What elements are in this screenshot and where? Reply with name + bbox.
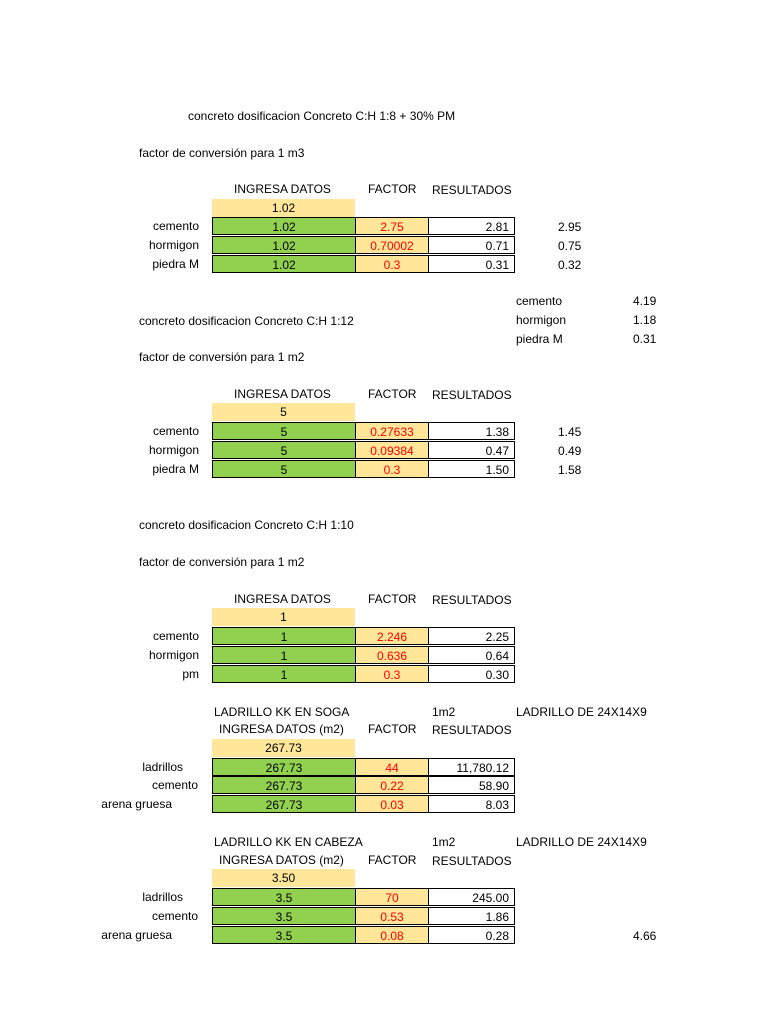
- extra-value: 0.75: [558, 239, 582, 253]
- input-cell[interactable]: 3.5: [212, 888, 356, 906]
- sec4-header-ingresa: INGRESA DATOS (m2): [219, 722, 344, 736]
- sec5-brick-size: LADRILLO DE 24X14X9: [516, 835, 647, 849]
- result-cell: 0.71: [428, 236, 515, 254]
- row-label: piedra M: [152, 462, 199, 476]
- result-cell: 245.00: [428, 888, 515, 906]
- result-cell: 0.47: [428, 441, 515, 459]
- factor-cell[interactable]: 70: [355, 888, 429, 906]
- row-label: cemento: [151, 778, 198, 792]
- sec1-header-resultados: RESULTADOS: [432, 183, 512, 197]
- row-label: cemento: [152, 219, 199, 233]
- row-label: hormigon: [148, 238, 199, 252]
- sec3-header-ingresa: INGRESA DATOS: [234, 592, 331, 606]
- sec1-header-factor: FACTOR: [368, 182, 417, 196]
- extra-value: 2.95: [558, 220, 582, 234]
- row-label: hormigon: [148, 443, 199, 457]
- row-label: ladrillos: [142, 760, 183, 774]
- result-cell: 1.50: [428, 460, 515, 478]
- summary-value-piedra: 0.31: [633, 332, 657, 346]
- factor-cell[interactable]: 0.53: [355, 907, 429, 925]
- sec1-header-ingresa: INGRESA DATOS: [234, 182, 331, 196]
- row-label: piedra M: [152, 257, 199, 271]
- input-cell[interactable]: 1: [212, 665, 356, 683]
- result-cell: 8.03: [428, 795, 515, 813]
- input-cell[interactable]: 5: [212, 441, 356, 459]
- input-cell[interactable]: 1: [212, 646, 356, 664]
- factor-cell[interactable]: 0.22: [355, 776, 429, 794]
- sec5-title: LADRILLO KK EN CABEZA: [214, 835, 363, 849]
- sec1-factor-line: factor de conversión para 1 m3: [139, 146, 305, 160]
- row-label: cemento: [151, 909, 198, 923]
- result-cell: 2.25: [428, 627, 515, 645]
- row-label: cemento: [152, 424, 199, 438]
- input-cell[interactable]: 267.73: [212, 758, 356, 776]
- result-cell: 58.90: [428, 776, 515, 794]
- result-cell: 2.81: [428, 217, 515, 235]
- input-cell[interactable]: 1.02: [212, 255, 356, 273]
- side-total-value: 4.66: [633, 929, 657, 943]
- sec4-brick-size: LADRILLO DE 24X14X9: [516, 705, 647, 719]
- row-label: cemento: [152, 629, 199, 643]
- input-cell[interactable]: 267.73: [212, 795, 356, 813]
- input-cell[interactable]: 5: [212, 422, 356, 440]
- sec3-header-factor: FACTOR: [368, 592, 417, 606]
- summary-label-hormigon: hormigon: [516, 313, 567, 327]
- sec2-header-factor: FACTOR: [368, 387, 417, 401]
- sec5-header-ingresa: INGRESA DATOS (m2): [219, 853, 344, 867]
- result-cell: 0.31: [428, 255, 515, 273]
- extra-value: 1.58: [558, 463, 582, 477]
- sec4-title: LADRILLO KK EN SOGA: [214, 705, 350, 719]
- sec4-header-resultados: RESULTADOS: [432, 723, 512, 737]
- factor-cell[interactable]: 0.636: [355, 646, 429, 664]
- sec4-unit: 1m2: [432, 705, 456, 719]
- sec3-top-input[interactable]: 1: [212, 608, 355, 626]
- row-label: arena gruesa: [101, 797, 172, 811]
- summary-label-cemento: cemento: [516, 294, 563, 308]
- row-label: pm: [182, 667, 199, 681]
- factor-cell[interactable]: 0.27633: [355, 422, 429, 440]
- factor-cell[interactable]: 0.3: [355, 460, 429, 478]
- row-label: arena gruesa: [101, 928, 172, 942]
- input-cell[interactable]: 5: [212, 460, 356, 478]
- input-cell[interactable]: 1.02: [212, 236, 356, 254]
- input-cell[interactable]: 1.02: [212, 217, 356, 235]
- result-cell: 0.64: [428, 646, 515, 664]
- row-label: ladrillos: [142, 890, 183, 904]
- summary-value-hormigon: 1.18: [633, 313, 657, 327]
- factor-cell[interactable]: 0.3: [355, 255, 429, 273]
- sec2-top-input[interactable]: 5: [212, 403, 355, 421]
- sec3-title: concreto dosificacion Concreto C:H 1:10: [139, 518, 354, 532]
- factor-cell[interactable]: 0.70002: [355, 236, 429, 254]
- input-cell[interactable]: 3.5: [212, 926, 356, 944]
- summary-value-cemento: 4.19: [633, 294, 657, 308]
- sec4-top-input[interactable]: 267.73: [212, 739, 355, 757]
- sec3-factor-line: factor de conversión para 1 m2: [139, 555, 305, 569]
- input-cell[interactable]: 3.5: [212, 907, 356, 925]
- factor-cell[interactable]: 0.08: [355, 926, 429, 944]
- factor-cell[interactable]: 0.03: [355, 795, 429, 813]
- factor-cell[interactable]: 0.09384: [355, 441, 429, 459]
- sec4-header-factor: FACTOR: [368, 722, 417, 736]
- result-cell: 1.38: [428, 422, 515, 440]
- extra-value: 0.49: [558, 444, 582, 458]
- sec2-header-ingresa: INGRESA DATOS: [234, 387, 331, 401]
- result-cell: 11,780.12: [428, 758, 515, 776]
- sec5-header-resultados: RESULTADOS: [432, 854, 512, 868]
- input-cell[interactable]: 1: [212, 627, 356, 645]
- factor-cell[interactable]: 2.246: [355, 627, 429, 645]
- sec1-top-input[interactable]: 1.02: [212, 199, 355, 217]
- result-cell: 0.30: [428, 665, 515, 683]
- sec5-header-factor: FACTOR: [368, 853, 417, 867]
- summary-label-piedra: piedra M: [516, 332, 563, 346]
- sec1-title: concreto dosificacion Concreto C:H 1:8 + 30% PM: [188, 109, 456, 123]
- sec5-unit: 1m2: [432, 835, 456, 849]
- factor-cell[interactable]: 2.75: [355, 217, 429, 235]
- input-cell[interactable]: 267.73: [212, 776, 356, 794]
- factor-cell[interactable]: 44: [355, 758, 429, 776]
- result-cell: 1.86: [428, 907, 515, 925]
- sec2-factor-line: factor de conversión para 1 m2: [139, 350, 305, 364]
- extra-value: 1.45: [558, 425, 582, 439]
- sec3-header-resultados: RESULTADOS: [432, 593, 512, 607]
- result-cell: 0.28: [428, 926, 515, 944]
- sec2-header-resultados: RESULTADOS: [432, 388, 512, 402]
- extra-value: 0.32: [558, 258, 582, 272]
- sec2-title: concreto dosificacion Concreto C:H 1:12: [139, 314, 354, 328]
- row-label: hormigon: [148, 648, 199, 662]
- factor-cell[interactable]: 0.3: [355, 665, 429, 683]
- sec5-top-input[interactable]: 3.50: [212, 869, 355, 887]
